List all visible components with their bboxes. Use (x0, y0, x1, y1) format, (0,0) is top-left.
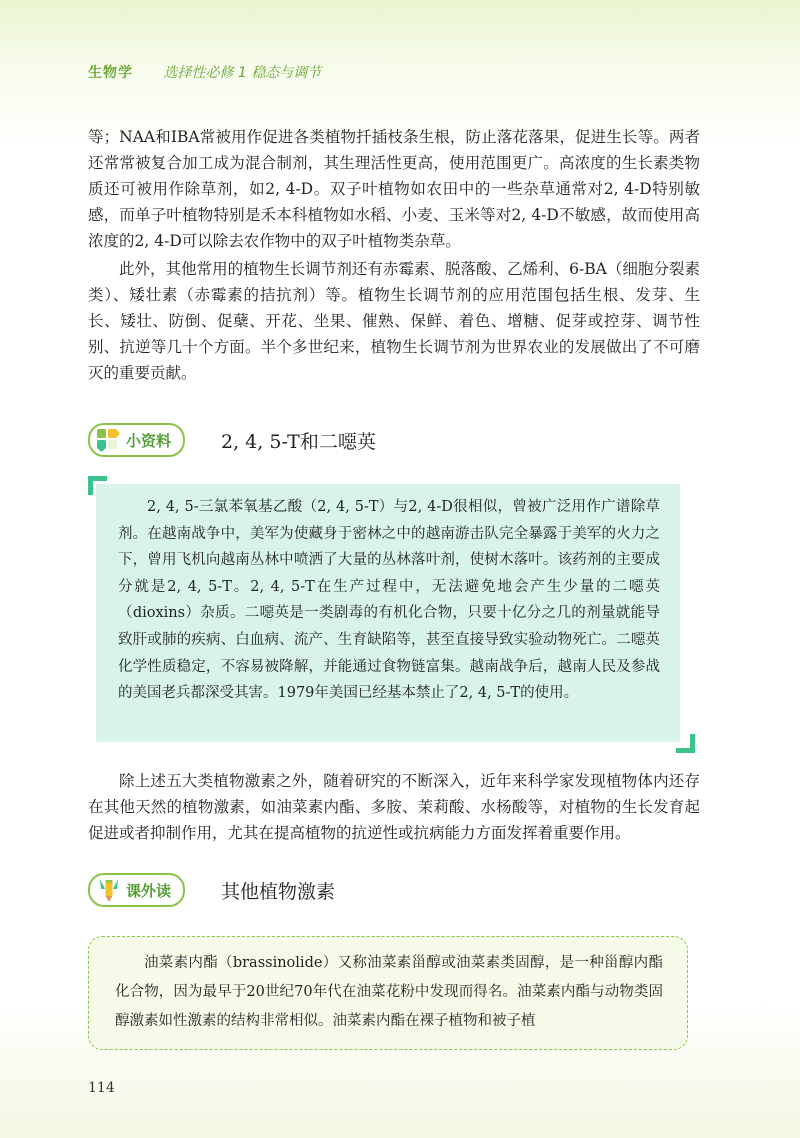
info-box (96, 484, 680, 742)
paragraph-3: 除上述五大类植物激素之外，随着研究的不断深入，近年来科学家发现植物体内还存在其他天然的植物激素，如油菜素内酯、多胺、茉莉酸、水杨酸等，对植物的生长发育起促进或者抑制作用，尤其在提高植物的抗逆性或抗病能力方面发挥着重要作用。 (88, 772, 700, 842)
header-subject: 生物学 (88, 65, 133, 81)
reading-badge (88, 873, 185, 907)
corner-bracket-bottom-right (676, 734, 695, 753)
info-box-text: 2, 4, 5-三氯苯氧基乙酸（2, 4, 5-T）与2, 4-D很相似，曾被广泛用作广谱除草剂。在越南战争中，美军为使藏身于密林之中的越南游击队完全暴露于美军的火力之下，曾用飞机向越南丛林中喷洒了大量的丛林落叶剂，使树木落叶。该药剂的主要成分就是2, 4, 5-T。2, 4, 5-T在生产过程中，无法避免地会产生少量的二噁英（dioxins）杂质。二噁英是一类剧毒的有机化合物，只要十亿分之几的剂量就能导致肝或肺的疾病、白血病、流产、生育缺陷等，甚至直接导致实验动物死亡。二噁英化学性质稳定，不容易被降解，并能通过食物链富集。越南战争后，越南人民及参战的美国老兵都深受其害。1979年美国已经基本禁止了2, 4, 5-T的使用。 (118, 499, 660, 702)
running-header (88, 62, 321, 82)
page-number: 114 (88, 1080, 115, 1096)
reading-box-text: 油菜素内酯（brassinolide）又称油菜素甾醇或油菜素类固醇，是一种甾醇内酯化合物，因为最早于20世纪70年代在油菜花粉中发现而得名。油菜素内酯与动物类固醇激素如性激素的结构非常相似。油菜素内酯在裸子植物和被子植 (115, 955, 663, 1029)
paragraph-1: 等；NAA和IBA常被用作促进各类植物扦插枝条生根，防止落花落果，促进生长等。两者还常常被复合加工成为混合制剂，其生理活性更高，使用范围更广。高浓度的生长素类物质还可被用作除草剂，如2, 4-D。双子叶植物如农田中的一些杂草通常对2, 4-D特别敏感，而单子叶植物特别是禾本科植物如水稻、小麦、玉米等对2, 4-D不敏感，故而使用高浓度的2, 4-D可以除去农作物中的双子叶植物类杂草。 (88, 128, 700, 250)
pencil-icon (96, 877, 122, 903)
info-section-heading (88, 420, 376, 460)
info-badge-label: 小资料 (126, 431, 172, 450)
reading-box (88, 936, 688, 1050)
info-badge (88, 423, 185, 457)
info-section-title: 2, 4, 5-T和二噁英 (221, 430, 376, 453)
reading-badge-label: 课外读 (126, 881, 172, 900)
reading-section-heading (88, 870, 335, 910)
paragraph-2: 此外，其他常用的植物生长调节剂还有赤霉素、脱落酸、乙烯利、6-BA（细胞分裂素类）、矮壮素（赤霉素的拮抗剂）等。植物生长调节剂的应用范围包括生根、发芽、生长、矮壮、防倒、促蘖、开花、坐果、催熟、保鲜、着色、增糖、促芽或控芽、调节性别、抗逆等几十个方面。半个多世纪来，植物生长调节剂为世界农业的发展做出了不可磨灭的重要贡献。 (88, 260, 700, 382)
puzzle-icon (96, 427, 122, 453)
header-book-title: 选择性必修 1 稳态与调节 (163, 65, 322, 81)
reading-section-title: 其他植物激素 (221, 880, 336, 903)
